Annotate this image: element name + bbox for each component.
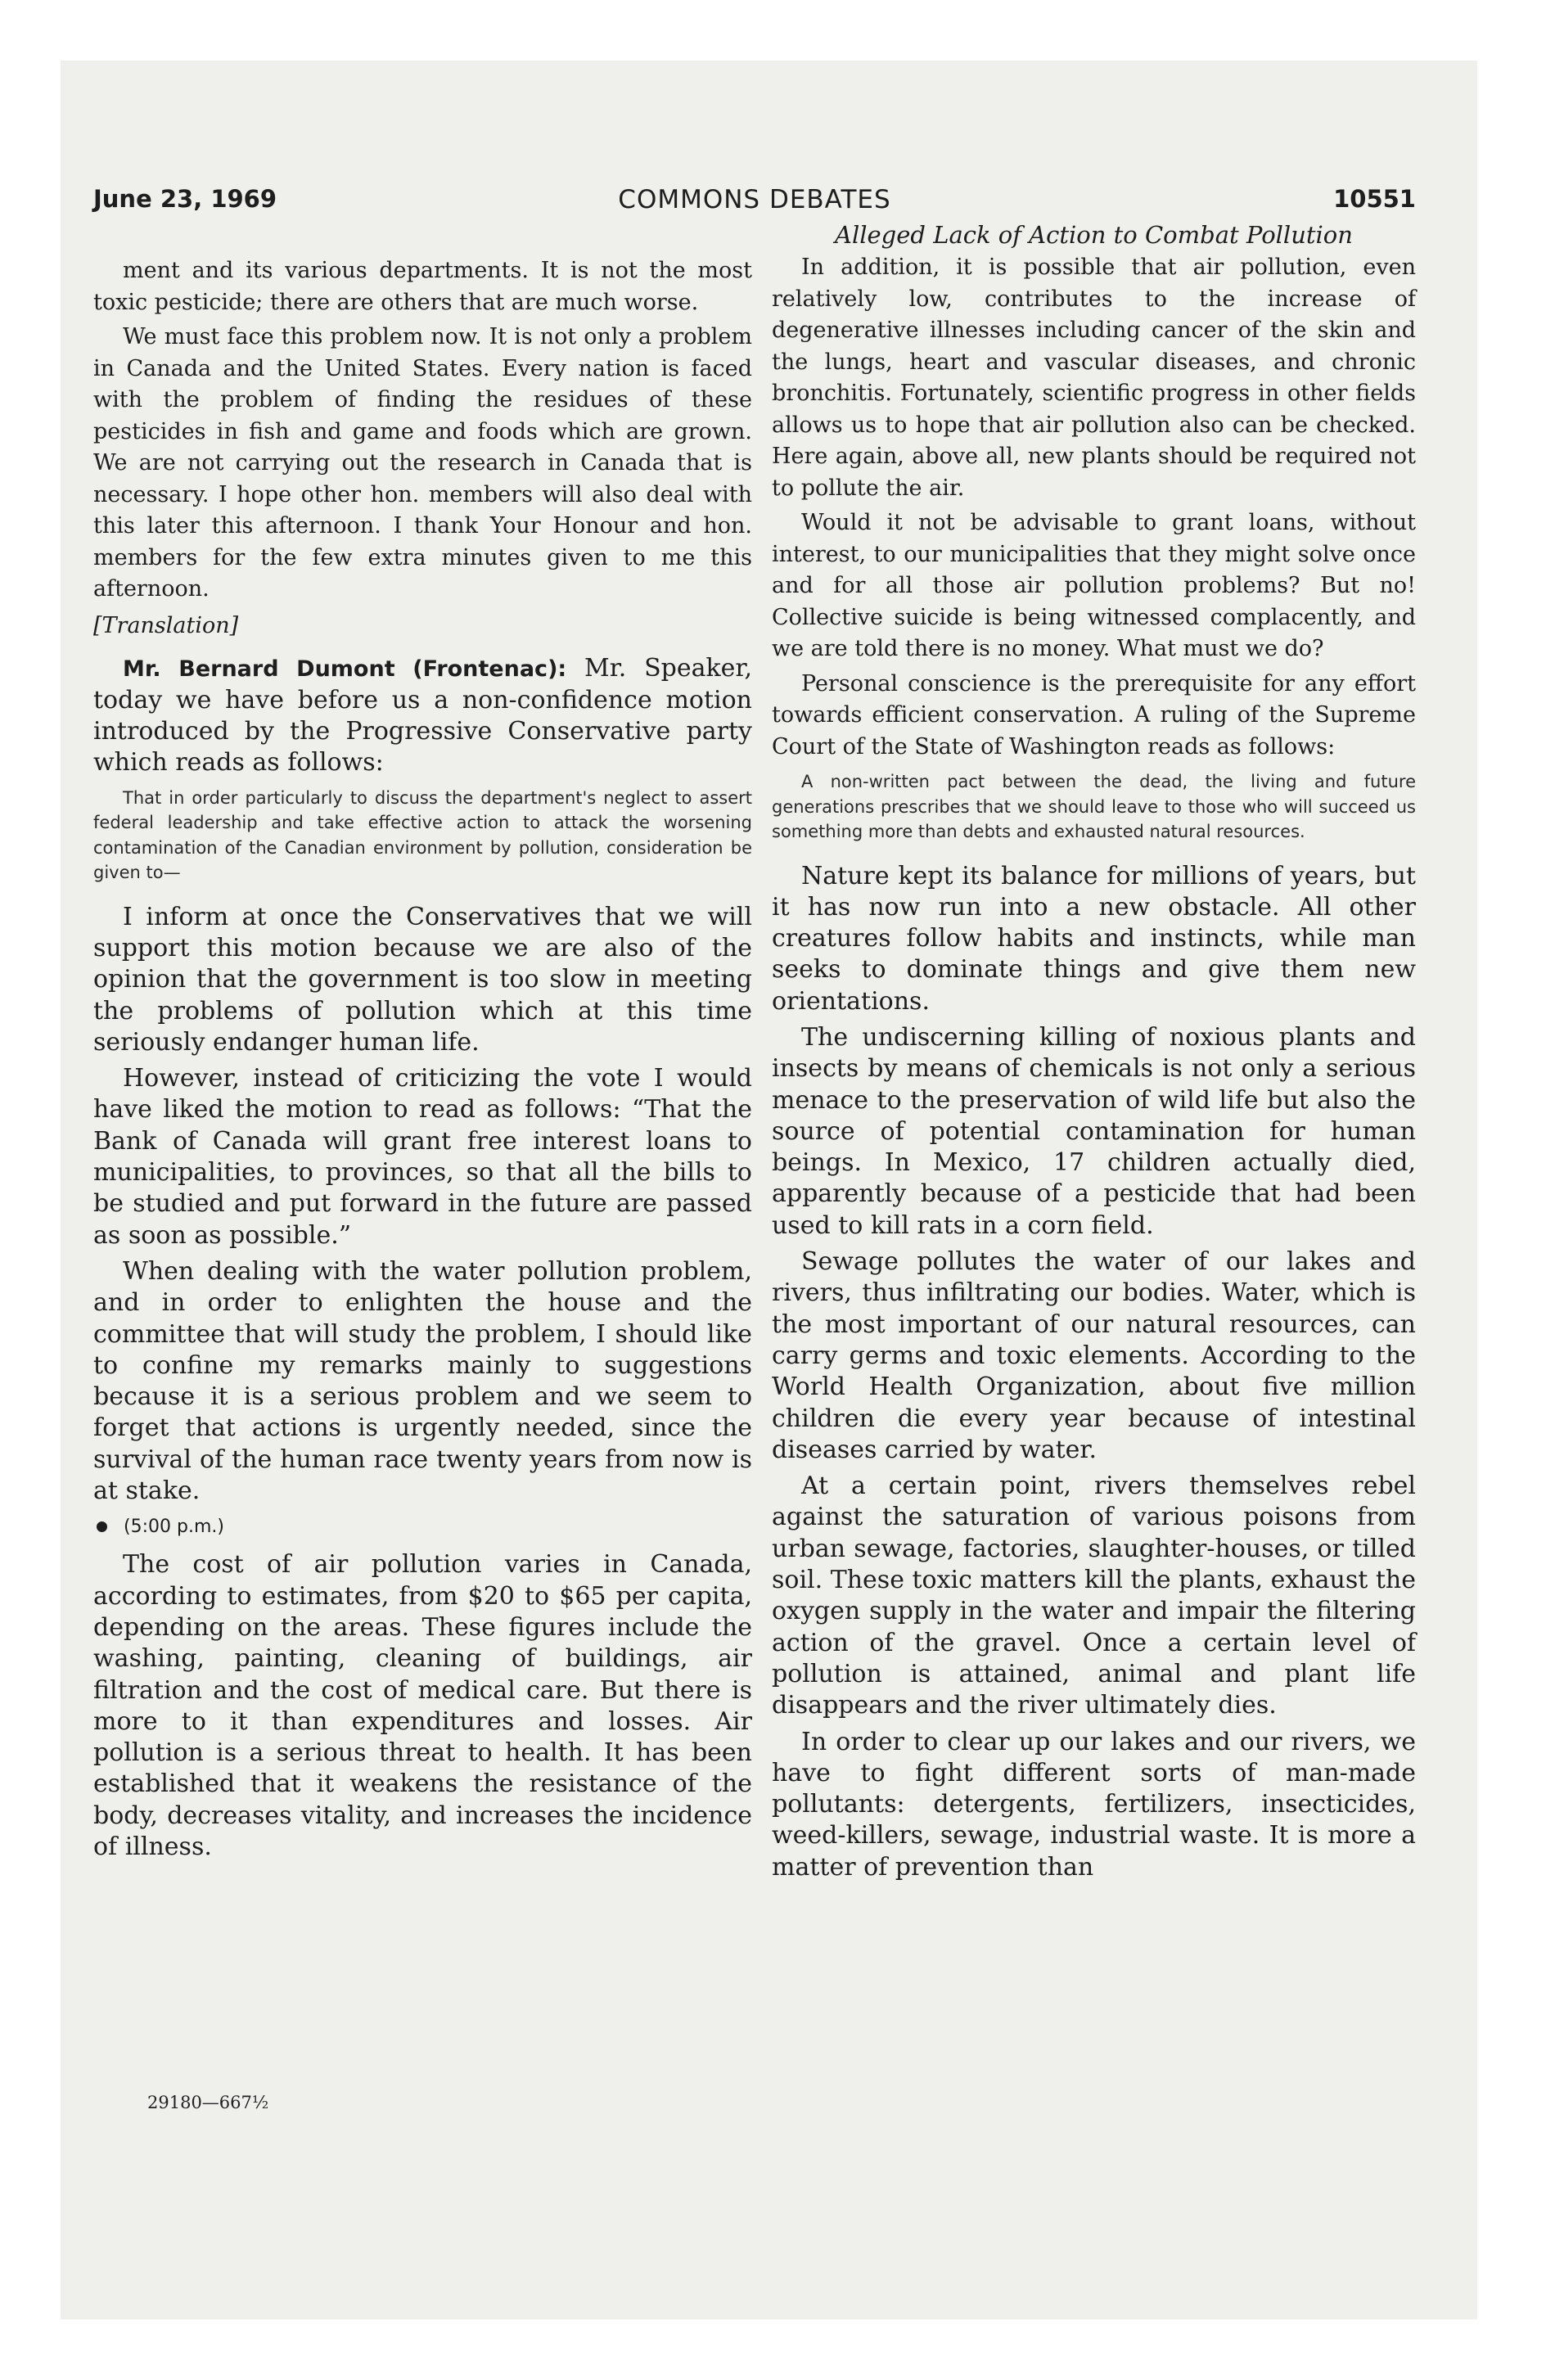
footer-code: 29180—667½ xyxy=(147,2093,269,2112)
paragraph: In order to clear up our lakes and our rivers, we have to fight different sorts of man-made pollutants: detergents, fertilizers, insecticides, weed-killers, sewage, industrial waste. It is more a matter of prevention than xyxy=(772,1727,1416,1882)
translation-marker: [Translation] xyxy=(93,612,239,638)
motion-quote: That in order particularly to discuss the department's neglect to assert federal leadership and take effective action to attack the worsening contamination of the Canadian environment by pollution, consideration be given to— xyxy=(93,787,752,883)
paragraph: In addition, it is possible that air pollution, even relatively low, contributes to the increase of degenerative illnesses including cancer of the skin and the lungs, heart and vascular diseases, and chronic bronchitis. Fortunately, scientific progress in other fields allows us to hope that air pollution also can be checked. Here again, above all, new plants should be required not to pollute the air. xyxy=(772,255,1416,501)
paragraph: We must face this problem now. It is not only a problem in Canada and the United States. Every nation is faced with the problem of finding the residues of these pesticides in fish and game and foods which are grown. We are not carrying out the research in Canada that is necessary. I hope other hon. members will also deal with this later this afternoon. I thank Your Honour and hon. members for the few extra minutes given to me this afternoon. xyxy=(93,324,752,602)
paragraph: However, instead of criticizing the vote I would have liked the motion to read as follows: “That the Bank of Canada will grant free interest loans to municipalities, to provinces, so that all the bills to be studied and put forward in the future are passed as soon as possible.” xyxy=(93,1064,752,1250)
paragraph: Personal conscience is the prerequisite for any effort towards efficient conservation. A ruling of the Supreme Court of the State of Washington reads as follows: xyxy=(772,670,1416,760)
topic-heading: Alleged Lack of Action to Combat Pollution xyxy=(835,221,1353,249)
paragraph: The cost of air pollution varies in Canada, according to estimates, from $20 to $65 per capita, depending on the areas. These figures include the washing, painting, cleaning of buildings, air filtration and the cost of medical care. But there is more to it than expenditures and losses. Air pollution is a serious threat to health. It has been established that it weakens the resistance of the body, decreases vitality, and increases the incidence of illness. xyxy=(93,1550,752,1861)
header-page-number: 10551 xyxy=(1333,185,1416,213)
page-header xyxy=(93,185,1416,221)
paragraph: When dealing with the water pollution problem, and in order to enlighten the house and the committee that will study the problem, I should like to confine my remarks mainly to suggestions because it is a serious problem and we seem to forget that actions is urgently needed, since the survival of the human race twenty years from now is at stake. xyxy=(93,1256,752,1506)
paragraph: Nature kept its balance for millions of years, but it has now run into a new obstacle. All other creatures follow habits and instincts, while man seeks to dominate things and give them new orientations. xyxy=(772,861,1416,1016)
right-column xyxy=(772,219,1416,1888)
court-ruling-quote: A non-written pact between the dead, the living and future generations prescribes that we should leave to those who will succeed us something more than debts and exhausted natural resources. xyxy=(772,772,1416,841)
paragraph: ment and its various departments. It is not the most toxic pesticide; there are others that are much worse. xyxy=(93,258,752,315)
header-date: June 23, 1969 xyxy=(93,185,277,213)
left-column xyxy=(93,219,752,1868)
paragraph: Sewage pollutes the water of our lakes and rivers, thus infiltrating our bodies. Water, which is the most important of our natural resources, can carry germs and toxic elements. According to the World Health Organization, about five million children die every year because of intestinal diseases carried by water. xyxy=(772,1247,1416,1464)
paragraph: The undiscerning killing of noxious plants and insects by means of chemicals is not only a serious menace to the preservation of wild life but also the source of potential contamination for human beings. In Mexico, 17 children actually died, apparently because of a pesticide that had been used to kill rats in a corn field. xyxy=(772,1022,1416,1240)
speaker-name: Mr. Bernard Dumont (Frontenac): xyxy=(123,656,567,682)
bullet-icon xyxy=(97,1521,107,1532)
paragraph: I inform at once the Conservatives that we will support this motion because we are also of the opinion that the government is too slow in meeting the problems of pollution which at this time seriously endanger human life. xyxy=(93,902,752,1057)
speaker-paragraph: Mr. Bernard Dumont (Frontenac): Mr. Speaker, today we have before us a non-confidence motion introduced by the Progressive Conservative party which reads as follows: xyxy=(93,653,752,778)
header-title: COMMONS DEBATES xyxy=(618,185,891,214)
paragraph: Would it not be advisable to grant loans, without interest, to our municipalities that they might solve once and for all those air pollution problems? But no! Collective suicide is being witnessed complacently, and we are told there is no money. What must we do? xyxy=(772,510,1416,661)
paragraph: At a certain point, rivers themselves rebel against the saturation of various poisons from urban sewage, factories, slaughter-houses, or tilled soil. These toxic matters kill the plants, exhaust the oxygen supply in the water and impair the filtering action of the gravel. Once a certain level of pollution is attained, animal and plant life disappears and the river ultimately dies. xyxy=(772,1472,1416,1720)
time-marker: (5:00 p.m.) xyxy=(93,1512,752,1543)
